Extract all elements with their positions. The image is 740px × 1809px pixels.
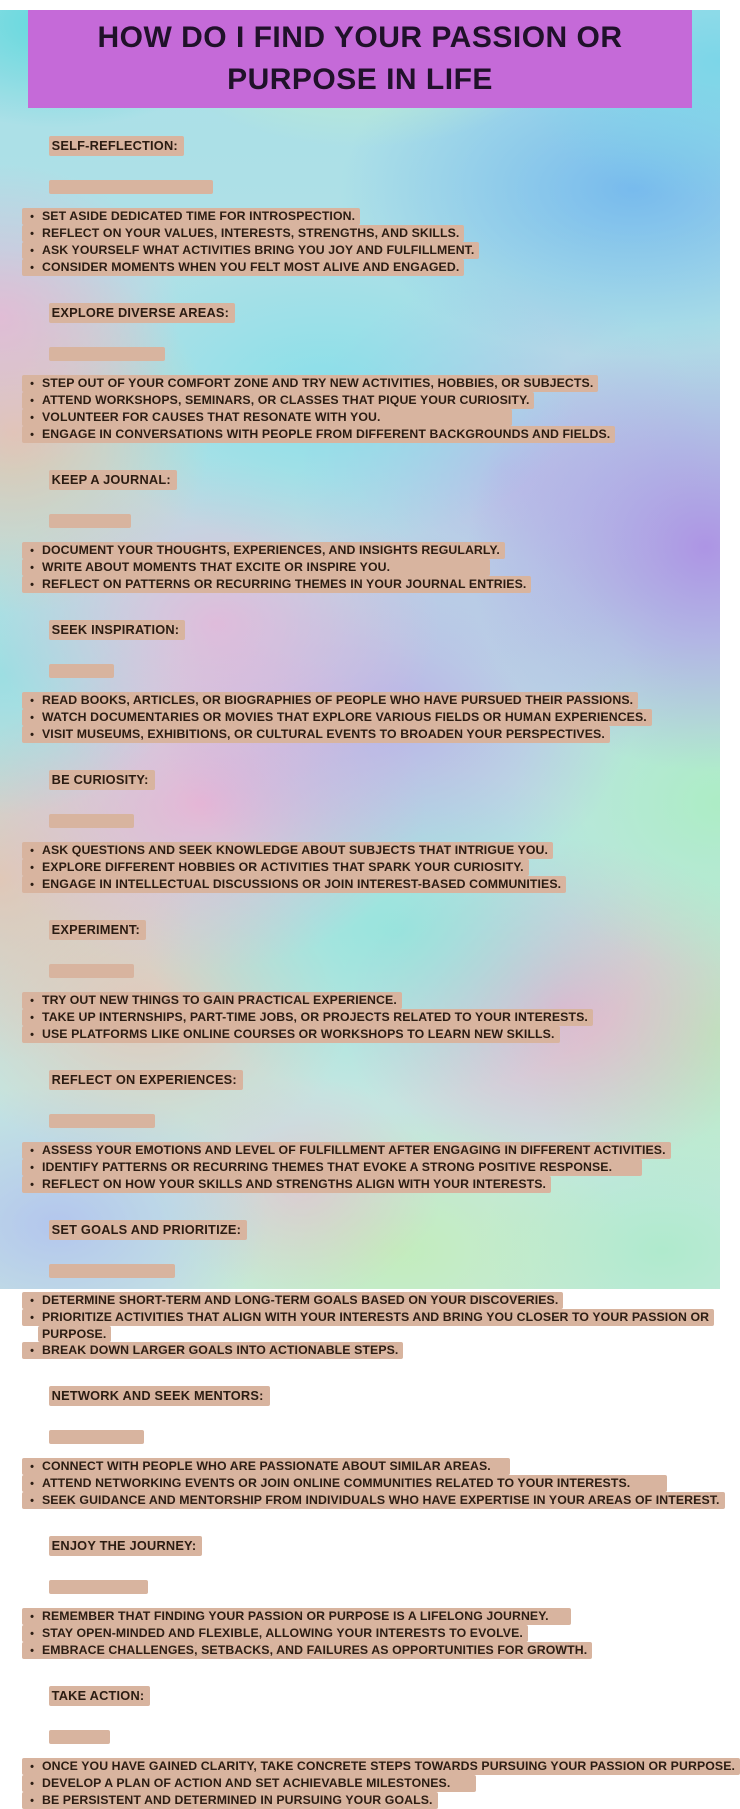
content	[0, 108, 736, 1809]
title-banner	[28, 10, 692, 108]
bullet-line	[22, 1642, 720, 1659]
bullet-dot: •	[30, 1295, 34, 1307]
page-title-line-1: HOW DO I FIND YOUR PASSION OR	[97, 21, 623, 54]
heading-gap-stub	[49, 1114, 155, 1128]
section	[22, 1056, 720, 1193]
bullet-dot: •	[30, 695, 34, 707]
bullet-line	[22, 1292, 720, 1309]
bullet-line	[22, 1159, 720, 1176]
bullet-dot: •	[30, 712, 34, 724]
bullet-line	[22, 1176, 720, 1193]
heading-gap	[22, 502, 720, 540]
bullet-list	[22, 692, 720, 743]
heading-gap-stub	[49, 1730, 111, 1744]
heading-gap	[22, 168, 720, 206]
heading-gap-stub	[49, 1580, 148, 1594]
bullet-text: PRIORITIZE ACTIVITIES THAT ALIGN WITH YOUR INTERESTS AND BRING YOU CLOSER TO YOUR PASSION OR	[42, 1310, 710, 1324]
bullet-list	[22, 542, 720, 593]
bullet-text: READ BOOKS, ARTICLES, OR BIOGRAPHIES OF PEOPLE WHO HAVE PURSUED THEIR PASSIONS.	[42, 693, 634, 707]
section-heading	[22, 756, 720, 804]
bullet-dot: •	[30, 995, 34, 1007]
bullet-dot: •	[30, 1645, 34, 1657]
bullet-line	[22, 1342, 720, 1359]
bullet-dot: •	[30, 1345, 34, 1357]
bullet-line	[22, 726, 720, 743]
bullet-text: CONSIDER MOMENTS WHEN YOU FELT MOST ALIVE AND ENGAGED.	[42, 260, 460, 274]
bullet-line	[22, 259, 720, 276]
bullet-text: REFLECT ON HOW YOUR SKILLS AND STRENGTHS ALIGN WITH YOUR INTERESTS.	[42, 1177, 547, 1191]
bullet-dot: •	[30, 729, 34, 741]
bullet-dot: •	[30, 545, 34, 557]
bullet-dot: •	[30, 1145, 34, 1157]
bullet-text: DOCUMENT YOUR THOUGHTS, EXPERIENCES, AND INSIGHTS REGULARLY.	[42, 543, 500, 557]
section-heading	[22, 1522, 720, 1570]
bullet-line	[22, 992, 720, 1009]
section	[22, 289, 720, 443]
section	[22, 456, 720, 593]
section-heading-text: SELF-REFLECTION:	[51, 138, 178, 153]
bullet-text: ASK QUESTIONS AND SEEK KNOWLEDGE ABOUT SUBJECTS THAT INTRIGUE YOU.	[42, 843, 549, 857]
bullet-line	[22, 559, 720, 576]
bullet-dot: •	[30, 579, 34, 591]
bullet-dot: •	[30, 1012, 34, 1024]
bullet-text: WRITE ABOUT MOMENTS THAT EXCITE OR INSPIRE YOU.	[42, 560, 486, 574]
bullet-list	[22, 1292, 720, 1359]
section	[22, 122, 720, 276]
bullet-text: DEVELOP A PLAN OF ACTION AND SET ACHIEVABLE MILESTONES.	[42, 1776, 472, 1790]
section-heading	[22, 122, 720, 170]
bullet-line	[22, 208, 720, 225]
section	[22, 1206, 720, 1359]
heading-gap	[22, 1418, 720, 1456]
bullet-dot: •	[30, 1778, 34, 1790]
bullet-text: REMEMBER THAT FINDING YOUR PASSION OR PURPOSE IS A LIFELONG JOURNEY.	[42, 1609, 567, 1623]
bullet-dot: •	[30, 1162, 34, 1174]
section-heading-text: NETWORK AND SEEK MENTORS:	[51, 1388, 264, 1403]
section-heading	[22, 1372, 720, 1420]
heading-gap	[22, 952, 720, 990]
section-heading-text: KEEP A JOURNAL:	[51, 472, 171, 487]
section	[22, 906, 720, 1043]
section-heading	[22, 606, 720, 654]
bullet-dot: •	[30, 1611, 34, 1623]
heading-gap-stub	[49, 964, 134, 978]
bullet-dot: •	[30, 1478, 34, 1490]
bullet-dot: •	[30, 228, 34, 240]
bullet-text: EXPLORE DIFFERENT HOBBIES OR ACTIVITIES THAT SPARK YOUR CURIOSITY.	[42, 860, 524, 874]
bullet-text: PURPOSE.	[42, 1327, 107, 1341]
bullet-dot: •	[30, 1628, 34, 1640]
bullet-text: TAKE UP INTERNSHIPS, PART-TIME JOBS, OR PROJECTS RELATED TO YOUR INTERESTS.	[42, 1010, 588, 1024]
section-heading-text: TAKE ACTION:	[51, 1688, 145, 1703]
bullet-list	[22, 842, 720, 893]
heading-gap-stub	[49, 664, 114, 678]
bullet-line	[22, 1009, 720, 1026]
section	[22, 756, 720, 893]
bullet-text: ATTEND NETWORKING EVENTS OR JOIN ONLINE COMMUNITIES RELATED TO YOUR INTERESTS.	[42, 1476, 662, 1490]
bullet-text: STEP OUT OF YOUR COMFORT ZONE AND TRY NEW ACTIVITIES, HOBBIES, OR SUBJECTS.	[42, 376, 594, 390]
bullet-line	[22, 409, 720, 426]
bullet-line	[22, 375, 720, 392]
bullet-list	[22, 1458, 720, 1509]
bullet-text: DETERMINE SHORT-TERM AND LONG-TERM GOALS BASED ON YOUR DISCOVERIES.	[42, 1293, 559, 1307]
section-heading	[22, 1672, 720, 1720]
bullet-text: ENGAGE IN INTELLECTUAL DISCUSSIONS OR JOIN INTEREST-BASED COMMUNITIES.	[42, 877, 562, 891]
section-heading	[22, 1056, 720, 1104]
bullet-dot: •	[30, 1461, 34, 1473]
bullet-text: SEEK GUIDANCE AND MENTORSHIP FROM INDIVIDUALS WHO HAVE EXPERTISE IN YOUR AREAS OF INTEREST.	[42, 1493, 720, 1507]
bullet-text: ENGAGE IN CONVERSATIONS WITH PEOPLE FROM DIFFERENT BACKGROUNDS AND FIELDS.	[42, 427, 611, 441]
heading-gap-stub	[49, 180, 213, 194]
bullet-list	[22, 1608, 720, 1659]
heading-gap-stub	[49, 347, 165, 361]
bullet-line	[22, 709, 720, 726]
bullet-dot: •	[30, 245, 34, 257]
bullet-line	[22, 876, 720, 893]
section-heading	[22, 456, 720, 504]
bullet-line	[22, 1475, 720, 1492]
bullet-line	[22, 1608, 720, 1625]
bullet-line	[22, 242, 720, 259]
bullet-line	[22, 1026, 720, 1043]
bullet-text: SET ASIDE DEDICATED TIME FOR INTROSPECTION.	[42, 209, 356, 223]
bullet-dot: •	[30, 1761, 34, 1773]
section	[22, 606, 720, 743]
bullet-text: ONCE YOU HAVE GAINED CLARITY, TAKE CONCRETE STEPS TOWARDS PURSUING YOUR PASSION OR PURPOSE.	[42, 1759, 736, 1773]
bullet-list	[22, 375, 720, 443]
bullet-list	[22, 992, 720, 1043]
bullet-list	[22, 208, 720, 276]
section-heading-text: SEEK INSPIRATION:	[51, 622, 180, 637]
heading-gap	[22, 802, 720, 840]
bullet-line	[22, 1792, 720, 1809]
section-heading-text: ENJOY THE JOURNEY:	[51, 1538, 197, 1553]
page-title-line-2: PURPOSE IN LIFE	[227, 63, 493, 96]
bullet-line	[22, 859, 720, 876]
section-heading-text: EXPERIMENT:	[51, 922, 140, 937]
section	[22, 1672, 736, 1809]
bullet-line	[22, 542, 720, 559]
heading-gap	[22, 1568, 720, 1606]
section-heading-text: BE CURIOSITY:	[51, 772, 149, 787]
bullet-text: BE PERSISTENT AND DETERMINED IN PURSUING YOUR GOALS.	[42, 1793, 433, 1807]
bullet-list	[22, 1142, 720, 1193]
bullet-text: TRY OUT NEW THINGS TO GAIN PRACTICAL EXPERIENCE.	[42, 993, 397, 1007]
bullet-line	[22, 392, 720, 409]
section-heading-text: EXPLORE DIVERSE AREAS:	[51, 305, 230, 320]
bullet-line	[22, 692, 720, 709]
bullet-line	[22, 1758, 736, 1775]
heading-gap-stub	[49, 814, 134, 828]
section	[22, 1372, 720, 1509]
bullet-dot: •	[30, 211, 34, 223]
bullet-dot: •	[30, 1179, 34, 1191]
bullet-line	[22, 1309, 720, 1326]
bullet-text: IDENTIFY PATTERNS OR RECURRING THEMES THAT EVOKE A STRONG POSITIVE RESPONSE.	[42, 1160, 637, 1174]
bullet-dot: •	[30, 1029, 34, 1041]
bullet-line	[22, 1492, 720, 1509]
bullet-text: EMBRACE CHALLENGES, SETBACKS, AND FAILURES AS OPPORTUNITIES FOR GROWTH.	[42, 1643, 588, 1657]
section-heading	[22, 1206, 720, 1254]
bullet-line	[22, 1775, 720, 1792]
bullet-text: ASK YOURSELF WHAT ACTIVITIES BRING YOU JOY AND FULFILLMENT.	[42, 243, 475, 257]
section	[22, 1522, 720, 1659]
bullet-dot: •	[30, 1795, 34, 1807]
section-heading-text: REFLECT ON EXPERIENCES:	[51, 1072, 237, 1087]
heading-gap-stub	[49, 514, 131, 528]
bullet-text: CONNECT WITH PEOPLE WHO ARE PASSIONATE ABOUT SIMILAR AREAS.	[42, 1459, 505, 1473]
bullet-text: USE PLATFORMS LIKE ONLINE COURSES OR WORKSHOPS TO LEARN NEW SKILLS.	[42, 1027, 555, 1041]
bullet-line	[22, 1458, 720, 1475]
heading-gap	[22, 1252, 720, 1290]
heading-gap	[22, 1718, 720, 1756]
section-heading	[22, 906, 720, 954]
bullet-dot: •	[30, 1495, 34, 1507]
bullet-line	[22, 1142, 720, 1159]
bullet-line	[22, 1625, 720, 1642]
bullet-text: VOLUNTEER FOR CAUSES THAT RESONATE WITH YOU.	[42, 410, 508, 424]
bullet-text: REFLECT ON PATTERNS OR RECURRING THEMES IN YOUR JOURNAL ENTRIES.	[42, 577, 527, 591]
bullet-dot: •	[30, 429, 34, 441]
bullet-dot: •	[30, 412, 34, 424]
bullet-line	[38, 1326, 720, 1342]
section-heading-text: SET GOALS AND PRIORITIZE:	[51, 1222, 242, 1237]
bullet-line	[22, 842, 720, 859]
section-heading	[22, 289, 720, 337]
bullet-line	[22, 225, 720, 242]
bullet-text: WATCH DOCUMENTARIES OR MOVIES THAT EXPLORE VARIOUS FIELDS OR HUMAN EXPERIENCES.	[42, 710, 647, 724]
heading-gap	[22, 1102, 720, 1140]
bullet-dot: •	[30, 879, 34, 891]
heading-gap	[22, 335, 720, 373]
infographic-page	[0, 10, 736, 1807]
bullet-text: ASSESS YOUR EMOTIONS AND LEVEL OF FULFILLMENT AFTER ENGAGING IN DIFFERENT ACTIVITIES.	[42, 1143, 666, 1157]
bullet-text: BREAK DOWN LARGER GOALS INTO ACTIONABLE STEPS.	[42, 1343, 399, 1357]
heading-gap	[22, 652, 720, 690]
heading-gap-stub	[49, 1264, 175, 1278]
bullet-line	[22, 576, 720, 593]
heading-gap-stub	[49, 1430, 145, 1444]
bullet-dot: •	[30, 262, 34, 274]
bullet-line	[22, 426, 720, 443]
bullet-text: VISIT MUSEUMS, EXHIBITIONS, OR CULTURAL EVENTS TO BROADEN YOUR PERSPECTIVES.	[42, 727, 605, 741]
bullet-dot: •	[30, 1312, 34, 1324]
bullet-text: ATTEND WORKSHOPS, SEMINARS, OR CLASSES THAT PIQUE YOUR CURIOSITY.	[42, 393, 530, 407]
bullet-text: REFLECT ON YOUR VALUES, INTERESTS, STRENGTHS, AND SKILLS.	[42, 226, 460, 240]
bullet-dot: •	[30, 562, 34, 574]
bullet-dot: •	[30, 862, 34, 874]
bullet-dot: •	[30, 395, 34, 407]
bullet-text: STAY OPEN-MINDED AND FLEXIBLE, ALLOWING YOUR INTERESTS TO EVOLVE.	[42, 1626, 523, 1640]
bullet-dot: •	[30, 378, 34, 390]
bullet-dot: •	[30, 845, 34, 857]
bullet-list	[22, 1758, 736, 1809]
